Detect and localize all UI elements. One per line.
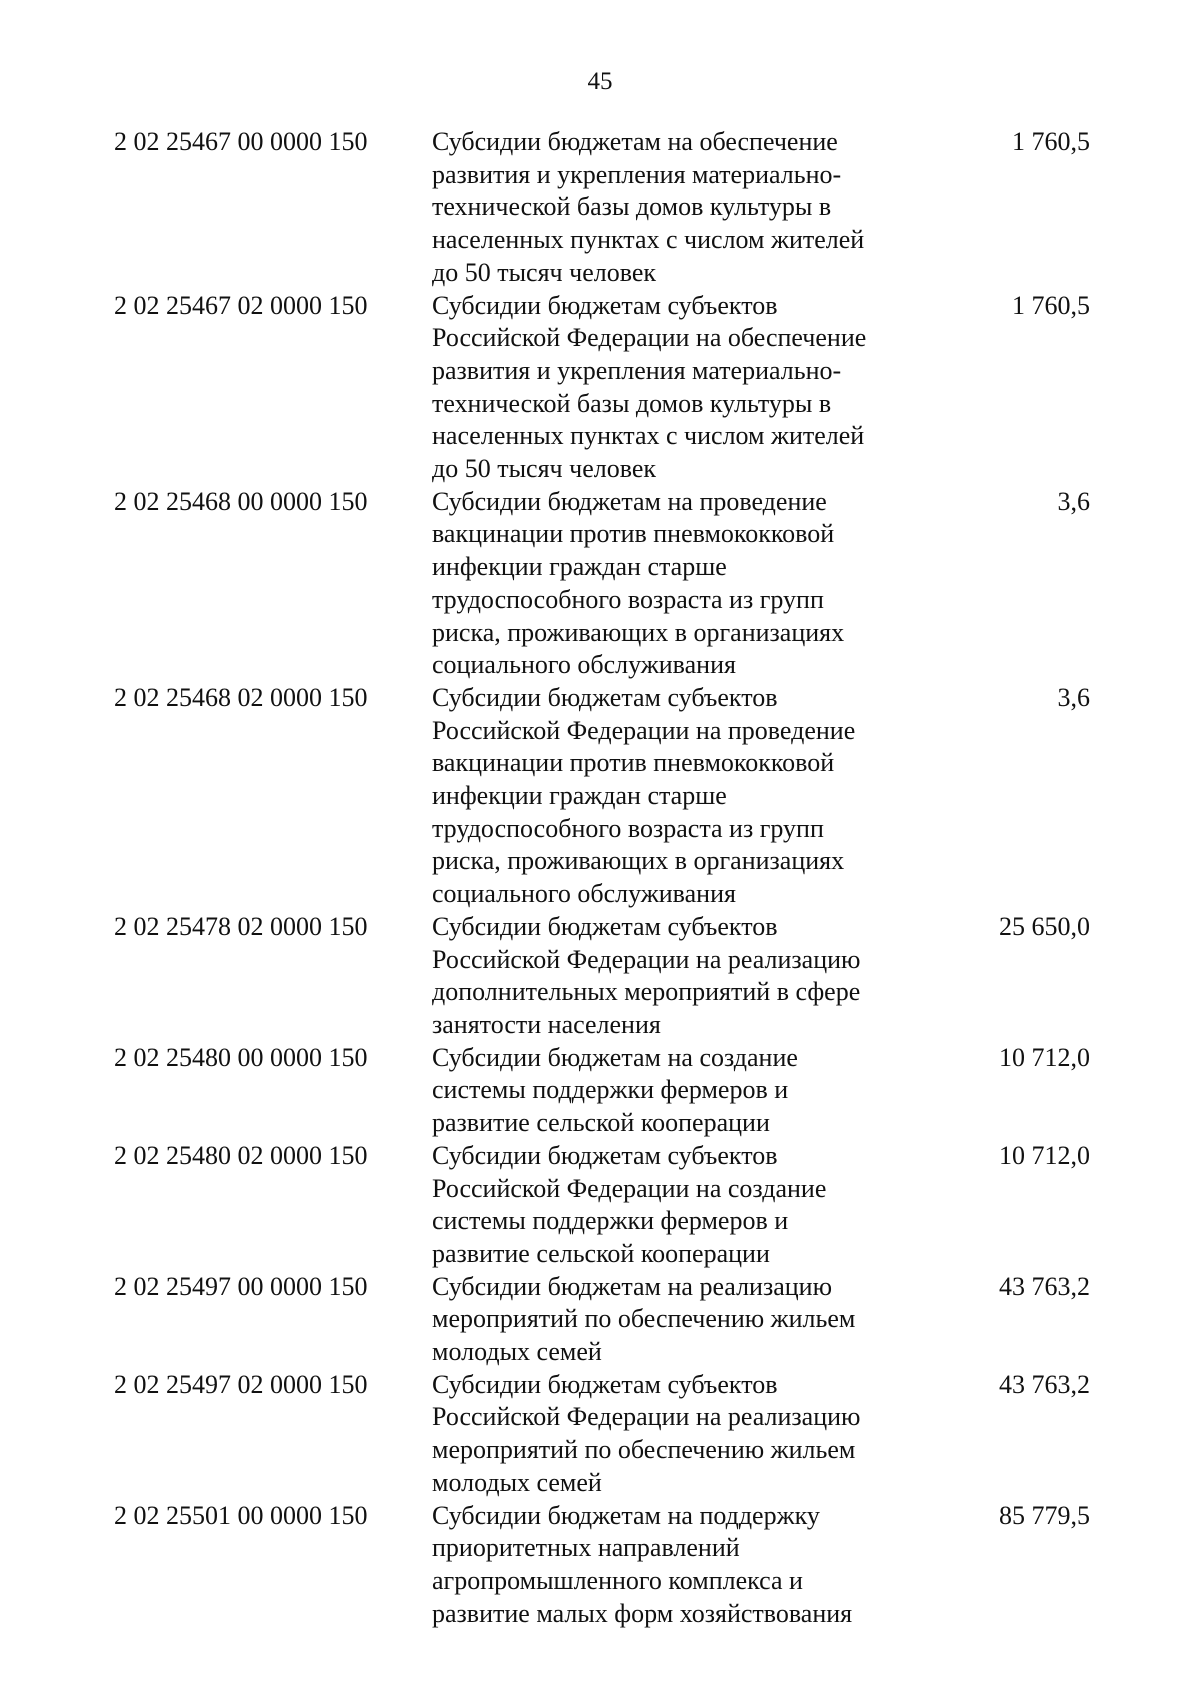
budget-code: 2 02 25468 02 0000 150 [114,682,368,712]
description: Субсидии бюджетам субъектов Российской Федерации на обеспечение развития и укрепления материально- технической базы домов культуры в населенных пунктах с числом жителей до 50 тысяч человек [432,290,867,484]
amount: 25 650,0 [999,911,1090,941]
budget-code: 2 02 25478 02 0000 150 [114,911,368,941]
description: Субсидии бюджетам на проведение вакцинации против пневмококковой инфекции граждан старше трудоспособного возраста из групп риска, проживающих в организациях социального обслуживания [432,486,845,680]
table-row [0,1369,1200,1500]
table-row [0,126,1200,290]
amount: 3,6 [1057,682,1090,712]
budget-code: 2 02 25480 00 0000 150 [114,1042,368,1072]
table-row [0,911,1200,1042]
amount: 10 712,0 [999,1140,1090,1170]
table-row [0,1140,1200,1271]
page-number: 45 [587,68,613,95]
description: Субсидии бюджетам на создание системы поддержки фермеров и развитие сельской кооперации [432,1042,798,1138]
table-row [0,1042,1200,1140]
description: Субсидии бюджетам субъектов Российской Федерации на реализацию мероприятий по обеспечению жильем молодых семей [432,1369,861,1497]
table-row [0,682,1200,911]
budget-code: 2 02 25480 02 0000 150 [114,1140,368,1170]
budget-code: 2 02 25497 02 0000 150 [114,1369,368,1399]
amount: 1 760,5 [1012,127,1090,156]
amount: 3,6 [1057,486,1090,516]
budget-code: 2 02 25497 00 0000 150 [114,1271,368,1301]
amount: 1 760,5 [1012,290,1090,320]
table-row [0,1271,1200,1369]
budget-code: 2 02 25501 00 0000 150 [114,1500,368,1530]
description: Субсидии бюджетам на обеспечение развития и укрепления материально- технической базы домов культуры в населенных пунктах с числом жителей до 50 тысяч человек [432,127,865,287]
table-row [0,1500,1200,1631]
budget-code: 2 02 25467 02 0000 150 [114,290,368,320]
description: Субсидии бюджетам субъектов Российской Федерации на реализацию дополнительных мероприятий в сфере занятости населения [432,911,861,1039]
table-row [0,486,1200,682]
budget-table [0,126,1200,1630]
amount: 43 763,2 [999,1271,1090,1301]
description: Субсидии бюджетам субъектов Российской Федерации на создание системы поддержки фермеров и развитие сельской кооперации [432,1140,827,1268]
budget-code: 2 02 25468 00 0000 150 [114,486,368,516]
table-row [0,290,1200,486]
budget-code: 2 02 25467 00 0000 150 [114,127,368,156]
description: Субсидии бюджетам на поддержку приоритетных направлений агропромышленного комплекса и развитие малых форм хозяйствования [432,1500,853,1628]
amount: 10 712,0 [999,1042,1090,1072]
amount: 43 763,2 [999,1369,1090,1399]
description: Субсидии бюджетам на реализацию мероприятий по обеспечению жильем молодых семей [432,1271,856,1367]
amount: 85 779,5 [999,1500,1090,1530]
description: Субсидии бюджетам субъектов Российской Федерации на проведение вакцинации против пневмококковой инфекции граждан старше трудоспособного возраста из групп риска, проживающих в организациях социального обслуживания [432,682,856,909]
